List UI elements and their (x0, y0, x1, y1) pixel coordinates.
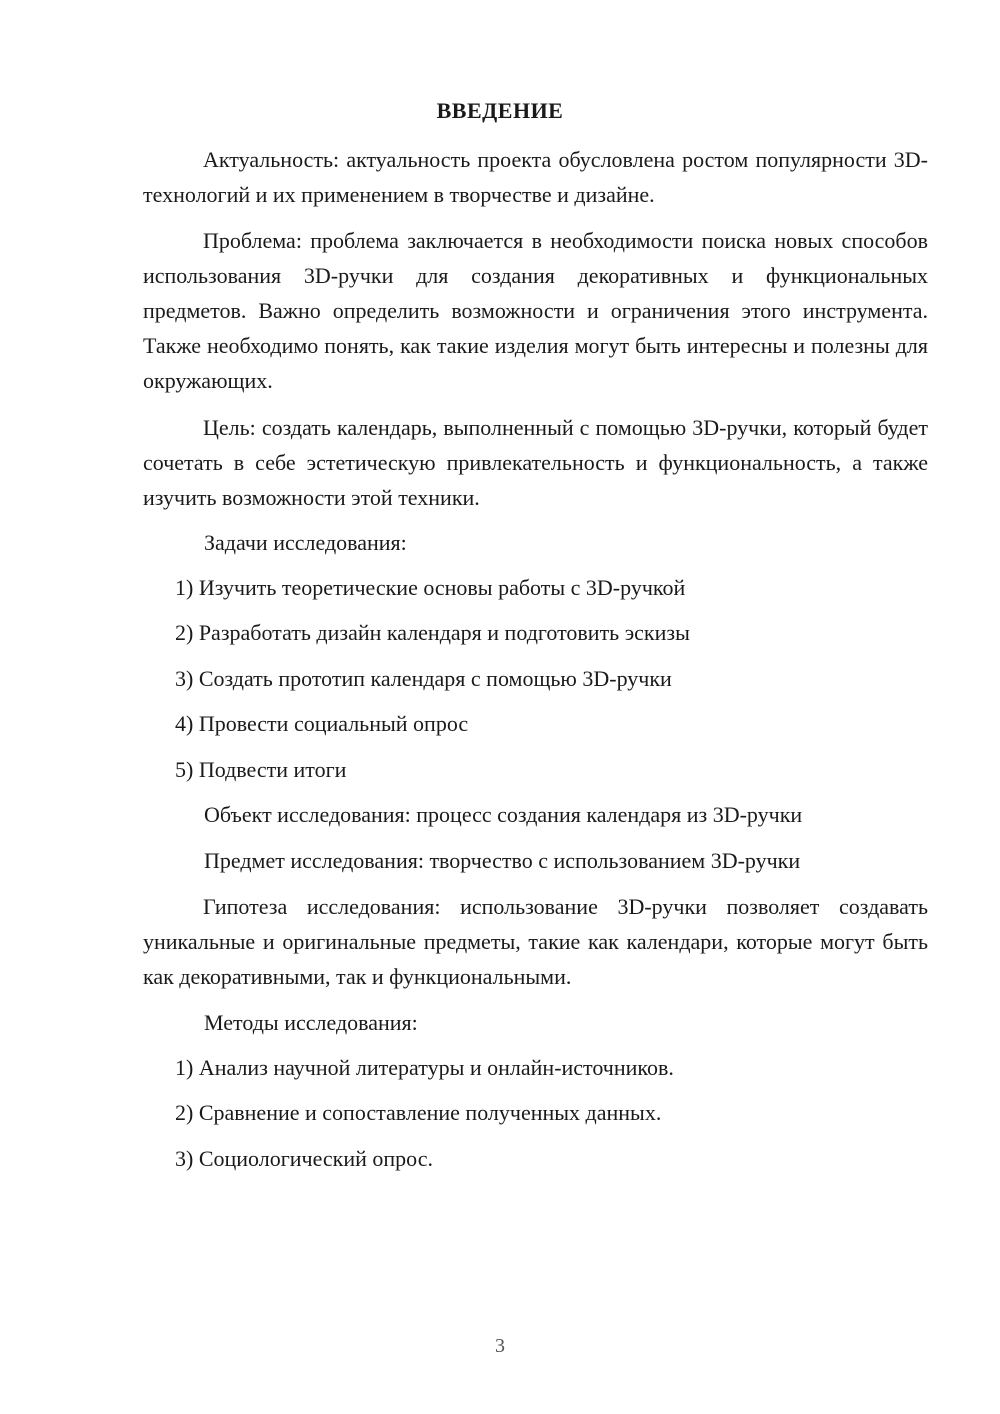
paragraph-hypothesis: Гипотеза исследования: использование 3D-ручки позволяет создавать уникальные и оригинальные предметы, такие как календари, которые могут быть как декоративными, так и функциональными. (143, 894, 928, 989)
research-subject: Предмет исследования: творчество с использованием 3D-ручки (204, 848, 801, 873)
task-item: 5) Подвести итоги (175, 757, 347, 782)
page-number: 3 (495, 1335, 505, 1357)
method-item: 2) Сравнение и сопоставление полученных данных. (175, 1100, 662, 1125)
tasks-heading: Задачи исследования: (204, 530, 407, 555)
method-item: 1) Анализ научной литературы и онлайн-источников. (175, 1055, 674, 1080)
research-object: Объект исследования: процесс создания календаря из 3D-ручки (204, 802, 803, 827)
page-title: ВВЕДЕНИЕ (436, 98, 564, 123)
task-item: 3) Создать прототип календаря с помощью 3D-ручки (175, 666, 672, 691)
task-item: 1) Изучить теоретические основы работы с 3D-ручкой (175, 575, 686, 600)
paragraph-problem: Проблема: проблема заключается в необходимости поиска новых способов использования 3D-ручки для создания декоративных и функциональных предметов. Важно определить возможности и ограничения этого инструмента. Также необходимо понять, как такие изделия могут быть интересны и полезны для окружающих. (143, 228, 928, 393)
task-item: 4) Провести социальный опрос (175, 711, 469, 736)
task-item: 2) Разработать дизайн календаря и подготовить эскизы (175, 620, 690, 645)
methods-heading: Методы исследования: (204, 1010, 418, 1035)
paragraph-relevance: Актуальность: актуальность проекта обусловлена ростом популярности 3D-технологий и их применением в творчестве и дизайне. (143, 147, 928, 207)
method-item: 3) Социологический опрос. (175, 1146, 433, 1171)
paragraph-goal: Цель: создать календарь, выполненный с помощью 3D-ручки, который будет сочетать в себе эстетическую привлекательность и функциональность, а также изучить возможности этой техники. (143, 415, 928, 510)
